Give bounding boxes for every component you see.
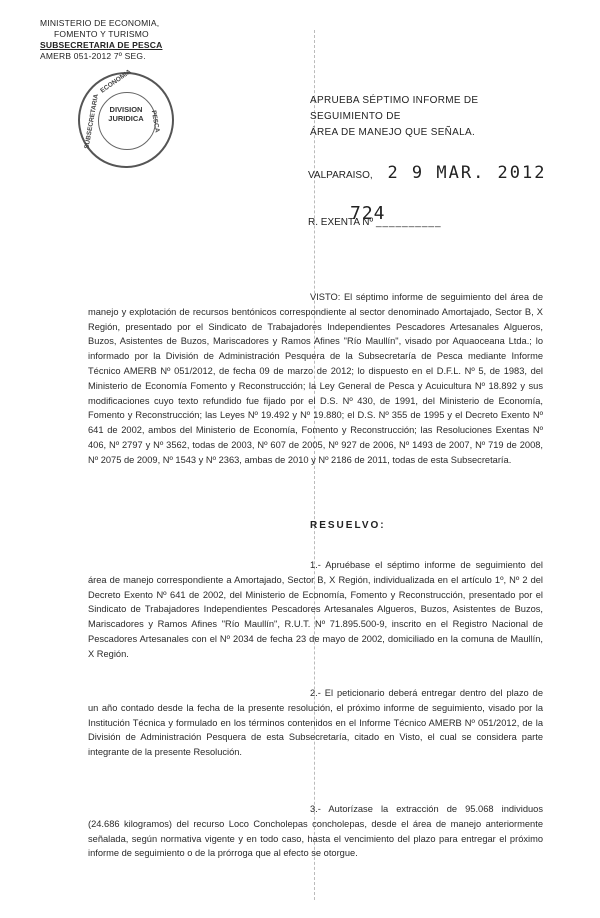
resolution-number: 724 <box>350 203 386 224</box>
visto-paragraph <box>88 290 543 468</box>
seal-ring-right: PESCA <box>149 109 161 134</box>
title-line1: APRUEBA SÉPTIMO INFORME DE SEGUIMIENTO DE <box>310 95 479 122</box>
article-2 <box>88 686 543 760</box>
letterhead <box>40 18 162 62</box>
undersecretary: SUBSECRETARIA DE PESCA <box>40 40 163 50</box>
visto-text: VISTO: El séptimo informe de seguimiento del área de manejo y explotación de recursos bentónicos correspondiente al sector denominado Amortajado, Sector B, X Región, presentado por el Sindicato de Trabajadores Independientes Pescadores Artesanales Algueros, Buzos, Asistentes de Buzos, Mariscadores y Ramos Afines "Río Maullín", visado por Aquaoceana Ltda.; lo informado por la División de Administración Pesquera de la Subsecretaría de Pesca mediante Informe Técnico AMERB Nº 051/2012, de fecha 09 de marzo de 2012; lo dispuesto en el D.F.L. Nº 5, de 1983, del Ministerio de Economía Fomento y Reconstrucción; la Ley General de Pesca y Acuicultura Nº 18.892 y sus modificaciones cuyo texto refundido fue fijado por el D.S. Nº 430, de 1991, del Ministerio de Economía, Fomento y Reconstrucción; las Leyes Nº 19.492 y Nº 19.880; el D.S. Nº 355 de 1995 y el Decreto Exento Nº 641 de 2002, ambos del Ministerio de Economía, Fomento y Reconstrucción; las Resoluciones Exentas Nº 406, Nº 2797 y Nº 3562, todas de 2003, Nº 607 de 2005, Nº 927 de 2006, Nº 1493 de 2007, Nº 719 de 2008, Nº 2075 de 2009, Nº 1543 y Nº 2363, ambas de 2010 y Nº 2186 de 2011, todas de esta Subsecretaría. <box>88 292 543 465</box>
seal-ring-left: SUBSECRETARIA <box>83 93 101 150</box>
official-seal <box>78 68 174 168</box>
date-line <box>308 163 547 183</box>
ministry-line2: FOMENTO Y TURISMO <box>54 29 149 39</box>
place-label: VALPARAISO, <box>308 170 373 181</box>
date-stamp: 2 9 MAR. 2012 <box>387 163 547 183</box>
title-line2: ÁREA DE MANEJO QUE SEÑALA. <box>310 127 476 138</box>
exenta-line: R. EXENTA Nº __________ <box>308 217 442 228</box>
seal-ring-top: ECONOMIA <box>99 68 133 95</box>
article-1 <box>88 558 543 662</box>
article-2-text: 2.- El peticionario deberá entregar dentro del plazo de un año contado desde la fecha de la presente resolución, el próximo informe de seguimiento, visado por la Institución Técnica y formulado en los términos contenidos en el Informe Técnico AMERB Nº 051/2012, de la División de Administración Pesquera de esta Subsecretaría, citado en Visto, el cual se considera parte integrante de la presente Resolución. <box>88 688 543 758</box>
article-3 <box>88 802 543 861</box>
article-3-text: 3.- Autorízase la extracción de 95.068 individuos (24.686 kilogramos) del recurso Loco Concholepas concholepas, desde el área de manejo anteriormente señalada, según normativa vigente y en todo caso, hasta el vencimiento del plazo para entregar el próximo informe de seguimiento o de la prórroga que al efecto se otorgue. <box>88 804 543 859</box>
ministry-line1: MINISTERIO DE ECONOMIA, <box>40 18 160 28</box>
document-title <box>310 93 550 141</box>
reference-code: AMERB 051-2012 7º SEG. <box>40 51 146 61</box>
article-1-text: 1.- Apruébase el séptimo informe de seguimiento del área de manejo correspondiente a Amortajado, Sector B, X Región, individualizada en el artículo 1º, Nº 2 del Decreto Exento Nº 641 de 2002, del Ministerio de Economía, Fomento y Reconstrucción, presentado por el Sindicato de Trabajadores Independientes Pescadores Artesanales Algueros, Buzos, Asistentes de Buzos, Mariscadores y Ramos Afines "Río Maullín", R.U.T. Nº 71.895.500-9, inscrito en el Registro Nacional de Pescadores Artesanales con el Nº 2034 de fecha 23 de mayo de 2002, domiciliado en la comuna de Maullín, X Región. <box>88 560 543 659</box>
seal-line1: DIVISION <box>109 105 143 114</box>
exenta-label: R. EXENTA Nº <box>308 217 374 228</box>
resolvo-heading: RESUELVO: <box>310 520 386 531</box>
seal-line2: JURIDICA <box>108 114 144 123</box>
